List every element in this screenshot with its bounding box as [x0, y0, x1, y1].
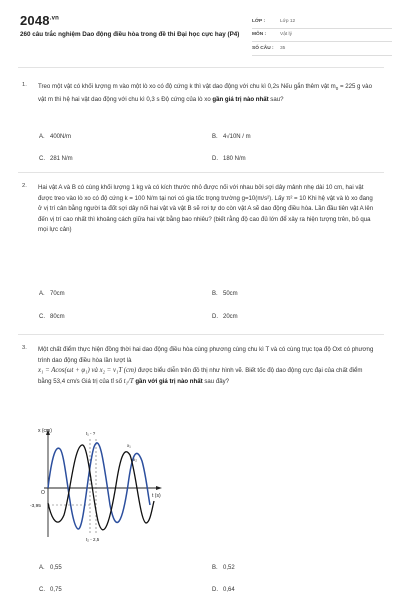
t1-label: t₁ - ? — [86, 431, 96, 436]
question-text-part: sau đây? — [202, 377, 230, 385]
question-text — [38, 345, 376, 387]
option-d[interactable] — [212, 156, 246, 162]
question-text-part: = 225 g vào vật m thì hệ hai vật dao động với chu kì 0,3 s Độ cứng của lò xo — [38, 83, 372, 103]
option-text: 180 N/m — [223, 156, 246, 162]
question-emphasis: gần giá trị nào nhất — [212, 95, 269, 103]
option-b[interactable] — [212, 291, 238, 297]
question-text — [38, 82, 376, 105]
option-letter: A. — [39, 565, 45, 571]
option-letter: B. — [212, 565, 218, 571]
ratio-fraction: t₁/T — [123, 377, 134, 385]
question-number: 3. — [22, 345, 27, 351]
option-letter: B. — [212, 134, 218, 140]
question-text-part: được biểu diễn trên đồ thị như hình vẽ. Biết tốc độ dao động cực đại của chất điểm bằng 53,4 cm/s Giá trị của tỉ số — [38, 367, 363, 385]
equation: x₁ = Acos(ωt + φ₁) và x₂ = v₁T (cm) — [38, 367, 137, 375]
option-letter: A. — [39, 134, 45, 140]
option-letter: D. — [212, 156, 218, 162]
document-meta — [252, 15, 392, 56]
oscillation-graph — [30, 425, 170, 545]
option-text: 80cm — [50, 314, 65, 320]
option-text: 400N/m — [50, 134, 72, 140]
meta-label: MÔN : — [252, 32, 267, 38]
option-c[interactable] — [39, 156, 73, 162]
option-text: 0,64 — [223, 587, 235, 593]
neg-value-label: -3,95 — [30, 504, 41, 509]
option-text: 281 N/m — [50, 156, 73, 162]
option-b[interactable] — [212, 134, 251, 140]
meta-value: Lớp 12 — [280, 18, 296, 24]
question-number: 1. — [22, 82, 27, 88]
option-letter: C. — [39, 314, 45, 320]
document-title: 260 câu trắc nghiệm Dao động điều hòa trong đề thi Đại học cực hay (P4) — [20, 31, 240, 38]
header-divider — [18, 67, 384, 68]
question-text: Hai vật A và B có cùng khối lượng 1 kg và có kích thước nhỏ được nối với nhau bởi sợi dây mảnh nhẹ dài 10 cm, hai vật được treo vào lò xo có độ cứng k = 100 N/m tại nơi có gia tốc trọng trường g=10(m/s²). Lấy π² = 10 Khi hệ vật và lò xo đang ở vị trí cân bằng người ta đốt sợi dây nối hai vật và vật B sẽ rơi tự do còn vật A sẽ dao động điều hòa. Lần đầu tiên vật A lên đến vị trí cao nhất thì khoảng cách giữa hai vật bằng bao nhiêu? (biết rằng độ cao đủ lớn để xảy ra hiện tượng trên, bỏ qua mọi lực cản) — [38, 184, 374, 234]
meta-label: LỚP : — [252, 18, 266, 24]
option-c[interactable] — [39, 314, 65, 320]
option-b[interactable] — [212, 565, 235, 571]
option-a[interactable] — [39, 291, 65, 297]
option-letter: D. — [212, 314, 218, 320]
option-letter: A. — [39, 291, 45, 297]
meta-row-count — [252, 42, 392, 56]
option-a[interactable] — [39, 565, 62, 571]
option-text: 0,55 — [50, 565, 62, 571]
option-text: 4√10N / m — [223, 134, 251, 140]
question-emphasis: gần với giá trị nào nhất — [135, 377, 203, 385]
option-letter: B. — [212, 291, 218, 297]
logo-suffix: .vn — [49, 15, 60, 22]
option-d[interactable] — [212, 314, 238, 320]
option-d[interactable] — [212, 587, 235, 593]
meta-label: SỐ CÂU : — [252, 45, 274, 51]
origin-label: O — [41, 490, 45, 496]
option-text: 0,52 — [223, 565, 235, 571]
curve-x1-label: x₁ — [127, 443, 131, 448]
question-number: 2. — [22, 183, 27, 189]
subscript: 0 — [335, 86, 339, 92]
meta-row-class — [252, 15, 392, 29]
option-text: 70cm — [50, 291, 65, 297]
option-text: 0,75 — [50, 587, 62, 593]
question-text-part: sau? — [268, 95, 284, 103]
option-letter: D. — [212, 587, 218, 593]
logo-text: 2048 — [20, 13, 50, 28]
question-text-part: Một chất điểm thực hiện đồng thời hai dao động điều hòa cùng phương cùng chu kì T và có cùng trục tọa độ Oxt có phương trình dao động điều hòa lần lượt là — [38, 346, 374, 364]
page-header — [20, 13, 385, 57]
curve-x2-label: x₂ — [133, 457, 137, 462]
site-logo[interactable] — [20, 13, 59, 28]
option-text: 50cm — [223, 291, 238, 297]
option-a[interactable] — [39, 134, 71, 140]
question-2 — [22, 183, 378, 333]
y-axis-label: x (cm) — [38, 428, 52, 434]
question-text-part: Treo một vật có khối lượng m vào một lò xo có độ cứng k thì vật dao động với chu kì 0,2s Nếu gắn thêm vật m — [38, 83, 336, 90]
x-axis-label: t (s) — [152, 493, 161, 499]
question-divider — [18, 334, 384, 335]
option-text: 20cm — [223, 314, 238, 320]
option-letter: C. — [39, 156, 45, 162]
question-1 — [22, 82, 378, 182]
x-axis-arrow — [156, 486, 162, 490]
meta-value: 35 — [280, 45, 286, 51]
curve-x2 — [48, 445, 154, 530]
meta-value: Vật lý — [280, 32, 292, 38]
option-c[interactable] — [39, 587, 62, 593]
t2-label: t₂ - 2,5 — [86, 537, 100, 542]
meta-row-subject — [252, 29, 392, 43]
question-divider — [18, 172, 384, 173]
option-letter: C. — [39, 587, 45, 593]
